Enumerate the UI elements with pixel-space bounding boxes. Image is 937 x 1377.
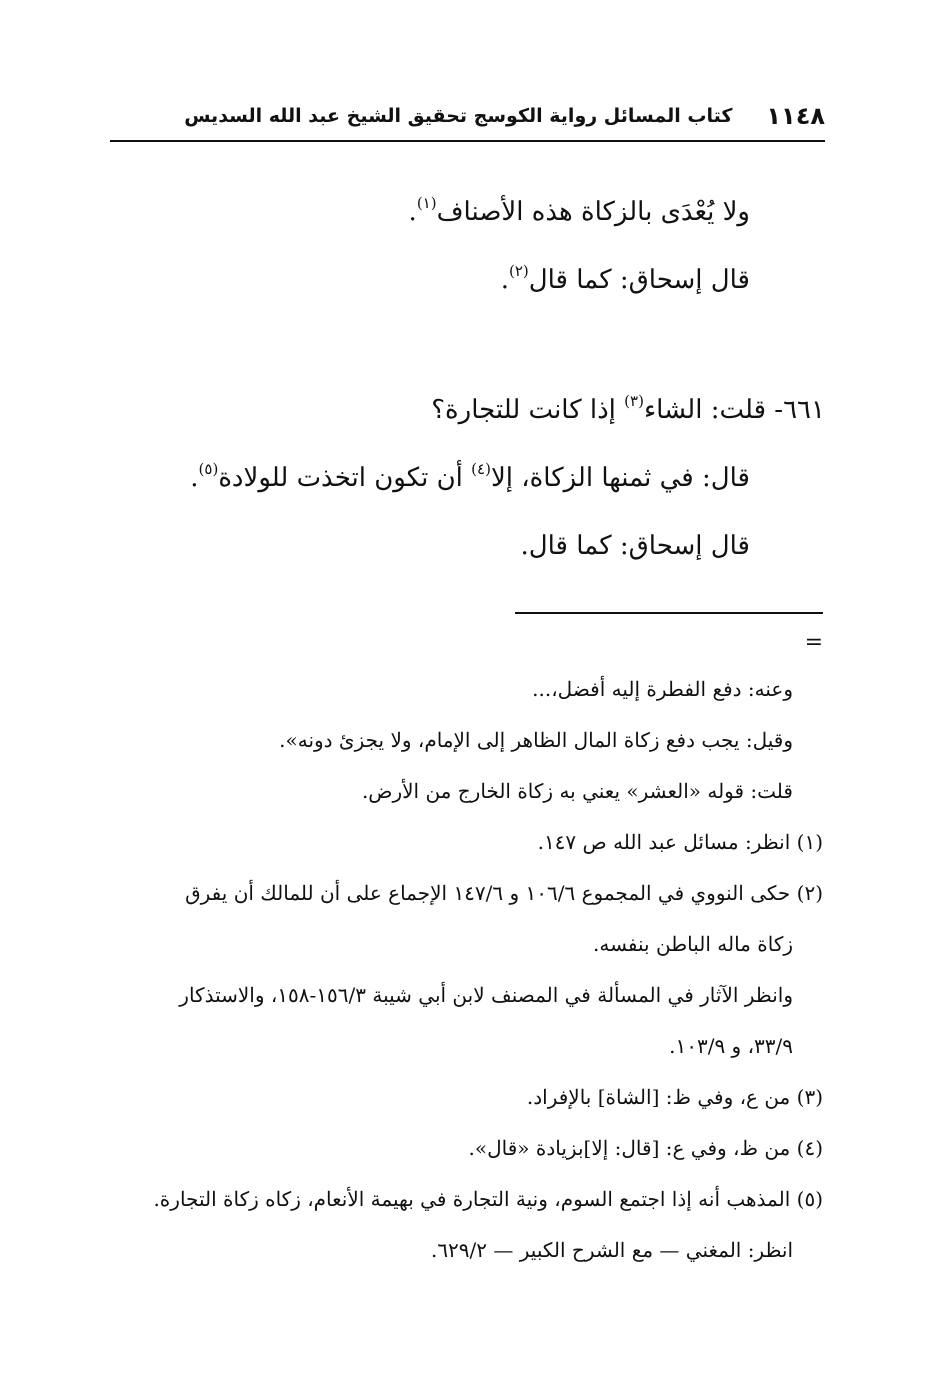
main-text [110, 178, 825, 580]
footnote-ref: (٤) [471, 460, 491, 478]
answer-line: قال: في ثمنها الزكاة، إلا$^{(٤)}$ أن تكون اتخذت للولادة$^{(٥)}$. [190, 460, 750, 493]
footnote-ref: (١) [416, 194, 437, 212]
footnote-line: وقيل: يجب دفع زكاة المال الظاهر إلى الإمام، ولا يجزئ دونه». [279, 728, 793, 752]
text-line: قال إسحاق: كما قال. [520, 531, 750, 561]
footnote-line: انظر: المغني — مع الشرح الكبير — ٦٢٩/٢. [430, 1238, 793, 1262]
question-line: ٦٦١- قلت: الشاء$^{(٣)}$ إذا كانت للتجارة؟ [431, 392, 825, 425]
footnote-line: (٢) حكى النووي في المجموع ١٠٦/٦ و ١٤٧/٦ الإجماع على أن للمالك أن يفرق [185, 881, 823, 905]
page-number: ١١٤٨ [766, 102, 825, 130]
footnote-line: وانظر الآثار في المسألة في المصنف لابن أبي شيبة ١٥٦/٣-١٥٨، والاستذكار [179, 983, 793, 1007]
footnote-continuation-mark: = [804, 630, 823, 655]
footnote-line: وعنه: دفع الفطرة إليه أفضل،... [532, 677, 793, 701]
footnote-line: قلت: قوله «العشر» يعني به زكاة الخارج من الأرض. [361, 779, 793, 803]
page-header [110, 92, 825, 142]
footnote-ref: (٥) [198, 460, 219, 478]
footnote-ref: (٣) [624, 392, 644, 410]
footnote-line: (٤) من ظ، وفي ع: [قال: إلا]بزيادة «قال». [468, 1136, 823, 1160]
footnote-ref: (٢) [508, 262, 529, 280]
text-line: قال إسحاق: كما قال$^{(٢)}$. [500, 262, 750, 295]
footnote-line: (٣) من ع، وفي ظ: [الشاة] بالإفراد. [526, 1085, 823, 1109]
text-line: ولا يُعْدَى بالزكاة هذه الأصناف$^{(١)}$. [408, 194, 750, 227]
footnote-line: (١) انظر: مسائل عبد الله ص ١٤٧. [537, 830, 823, 854]
footnote-line: (٥) المذهب أنه إذا اجتمع السوم، ونية التجارة في بهيمة الأنعام، زكاه زكاة التجارة. [153, 1187, 823, 1211]
footnote-line: زكاة ماله الباطن بنفسه. [592, 932, 793, 956]
running-title: كتاب المسائل رواية الكوسج تحقيق الشيخ عبد الله السديس [184, 105, 733, 127]
footnotes [110, 664, 823, 1276]
footnote-line: ٣٣/٩، و ١٠٣/٩. [669, 1034, 793, 1058]
footnote-separator [515, 612, 823, 614]
